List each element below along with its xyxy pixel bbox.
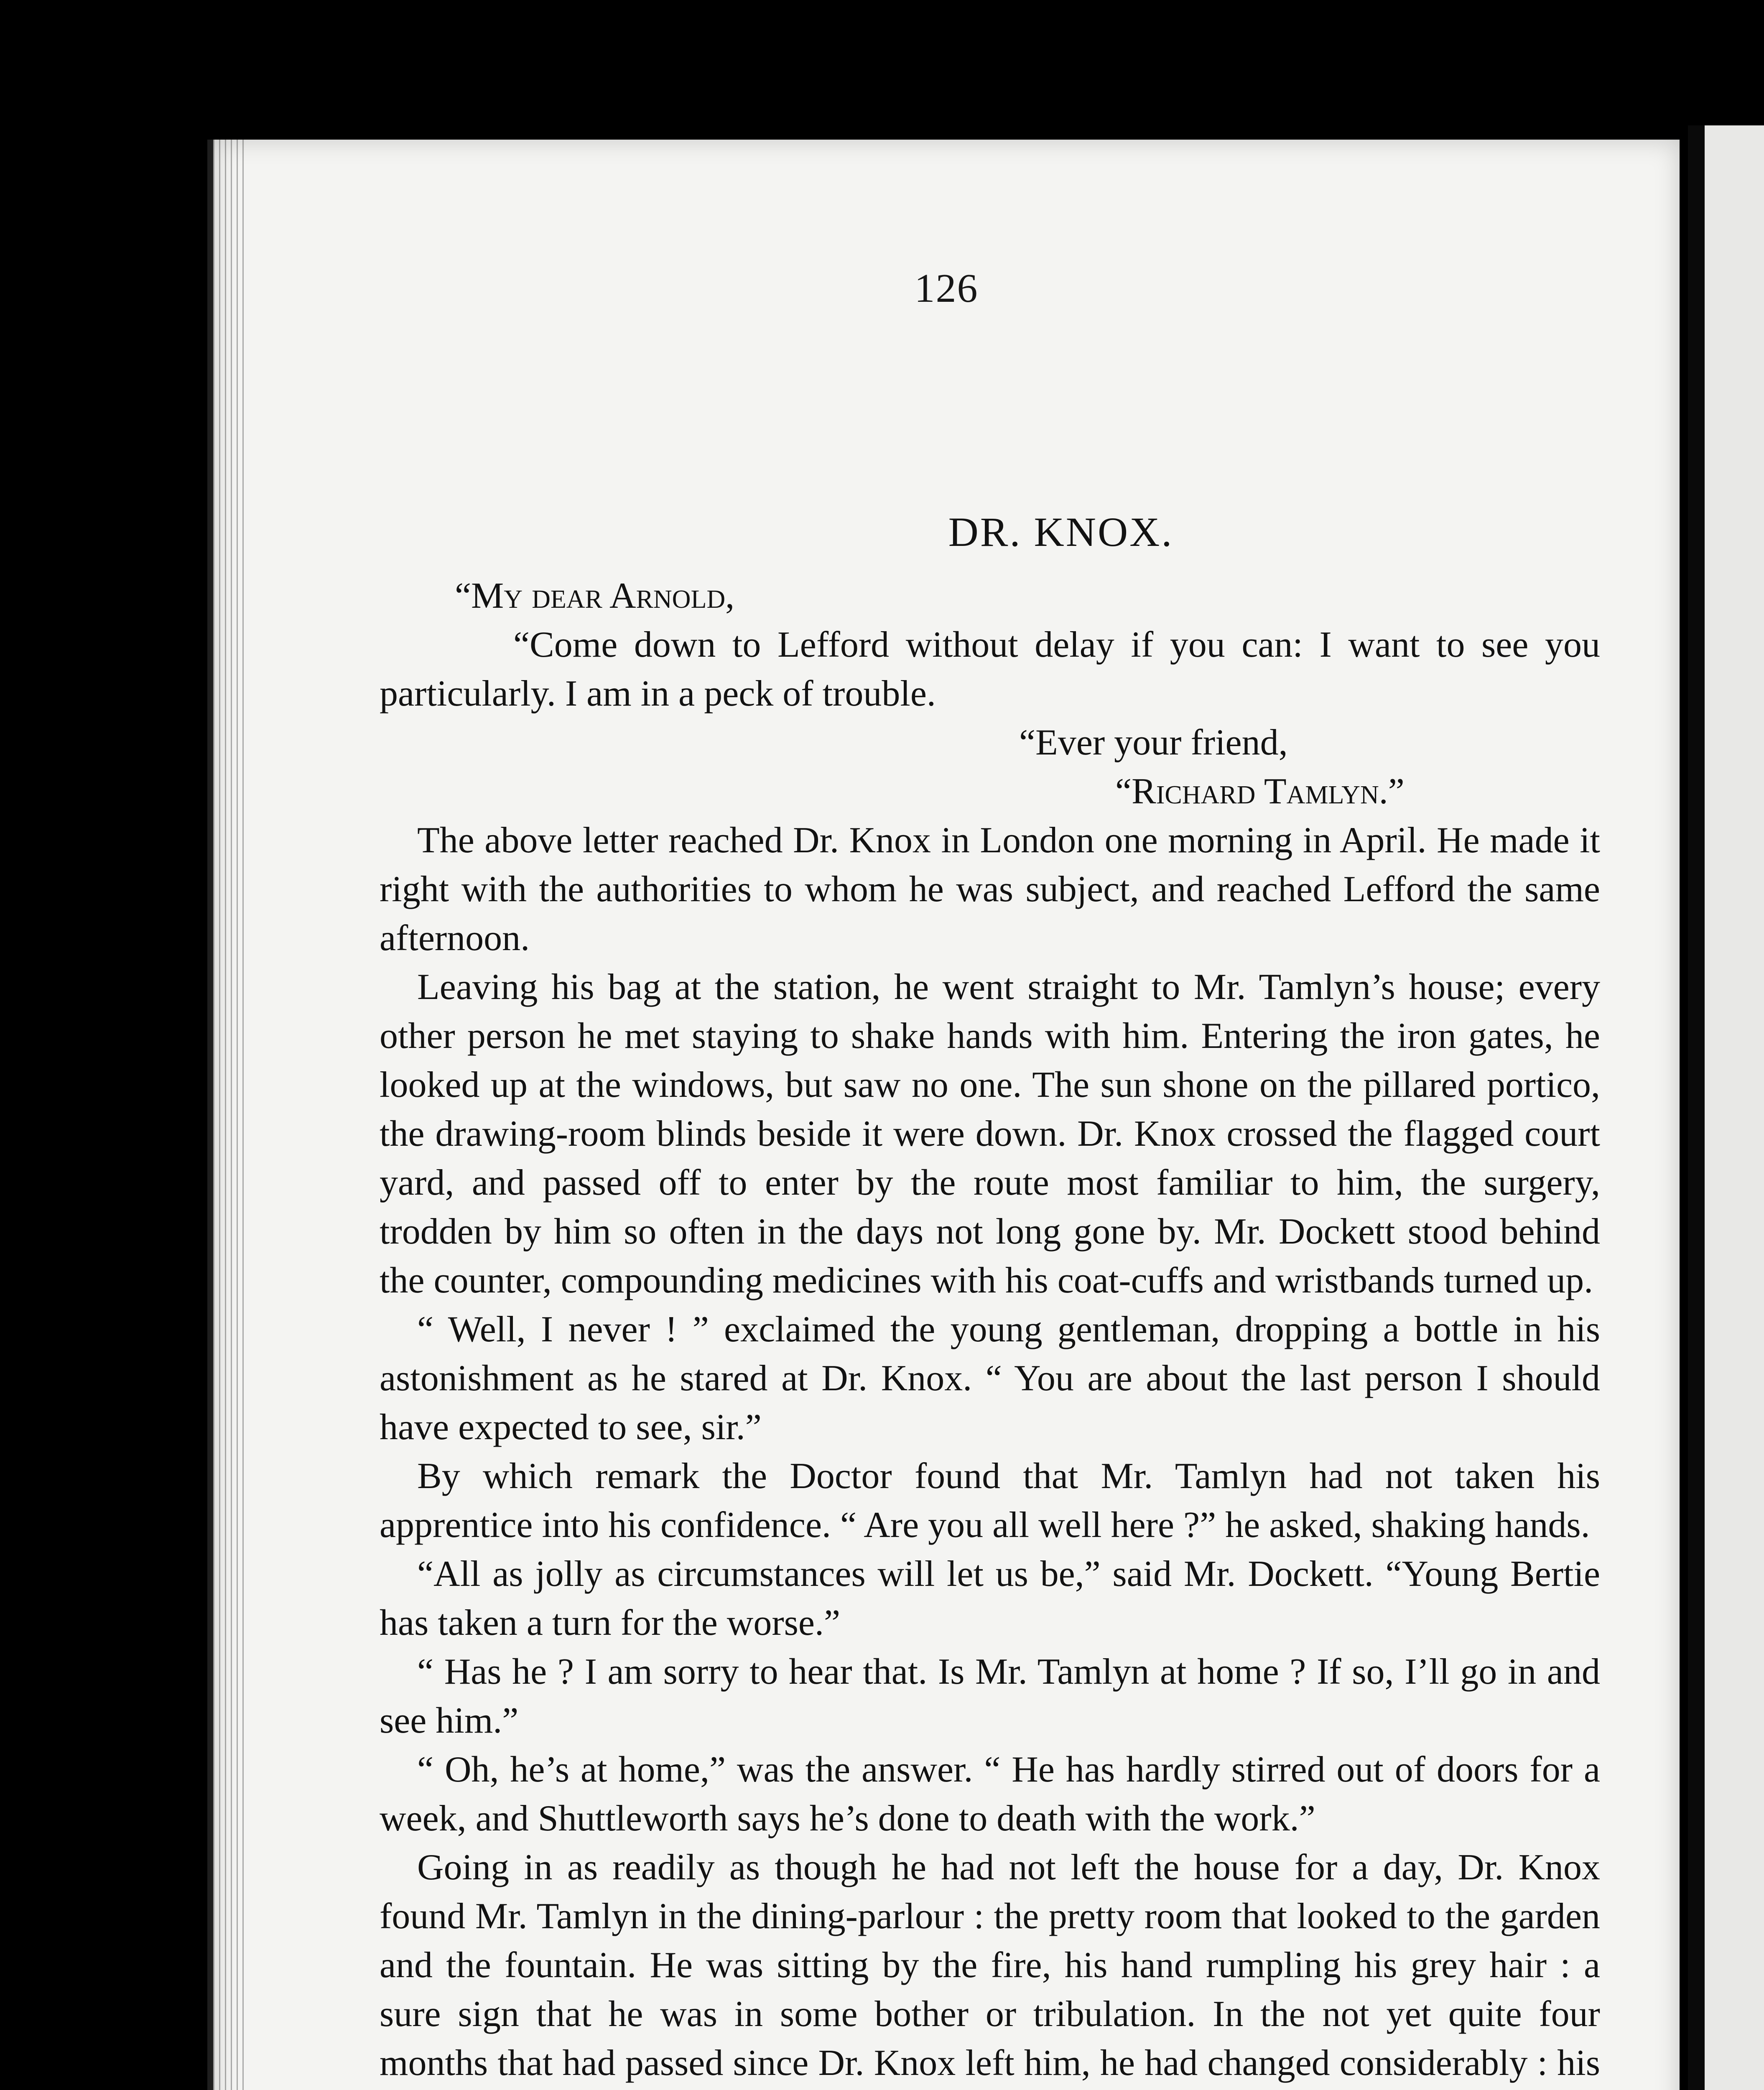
- paragraph: By which remark the Doctor found that Mr. Tamlyn had not taken his apprentice into his confidence. “ Are you all well here ?” he asked, shaking hands.: [380, 1456, 1600, 1545]
- chapter-title: DR. KNOX.: [948, 509, 1174, 555]
- paragraph: Leaving his bag at the station, he went straight to Mr. Tamlyn’s house; every other person he met staying to shake hands with him. Entering the iron gates, he looked up at the windows, but saw no one. The sun shone on the pillared portico, the drawing-room blinds beside it were down. Dr. Knox crossed the flagged court yard, and passed off to enter by the route most familiar to him, the surgery, trodden by him so often in the days not long gone by. Mr. Dockett stood behind the counter, compounding medicines with his coat-cuffs and wristbands turned up.: [380, 967, 1600, 1301]
- paragraph: The above letter reached Dr. Knox in London one morning in April. He made it right with the authorities to whom he was subject, and reached Lefford the same afternoon.: [380, 820, 1600, 958]
- paragraph: Going in as readily as though he had not left the house for a day, Dr. Knox found Mr. Tamlyn in the dining-parlour : the pretty room that looked to the garden and the fountain. He was sitting by the fire, his hand rumpling his grey hair : a sure sign that he was in some bother or tribulation. In the not yet quite four months that had passed since Dr. Knox left him, he had changed considerably : his: [380, 1847, 1600, 2083]
- adjacent-page-edge: [1688, 125, 1764, 2090]
- paragraph: “ Well, I never ! ” exclaimed the young gentleman, dropping a bottle in his astonishment as he stared at Dr. Knox. “ You are about the last person I should have expected to see, sir.”: [380, 1309, 1600, 1448]
- paragraph: “ Has he ? I am sorry to hear that. Is Mr. Tamlyn at home ? If so, I’ll go in and see him.”: [380, 1652, 1600, 1741]
- paragraph: “ Oh, he’s at home,” was the answer. “ He has hardly stirred out of doors for a week, and Shuttleworth says he’s done to death with the work.”: [380, 1749, 1600, 1839]
- page-number: 126: [914, 266, 979, 311]
- book-page: [207, 140, 1680, 2090]
- letter-salutation: “My dear Arnold,: [455, 576, 735, 616]
- letter-body: “Come down to Lefford without delay if you can: I want to see you particularly. I am in a peck of trouble.: [380, 624, 1600, 714]
- binding-edge: [213, 140, 247, 2090]
- paragraph: “All as jolly as circumstances will let us be,” said Mr. Dockett. “Young Bertie has taken a turn for the worse.”: [380, 1554, 1600, 1643]
- page-text: [380, 507, 1600, 2090]
- letter-signature: “Richard Tamlyn.”: [1115, 771, 1405, 812]
- letter-closing: “Ever your friend,: [1019, 722, 1288, 763]
